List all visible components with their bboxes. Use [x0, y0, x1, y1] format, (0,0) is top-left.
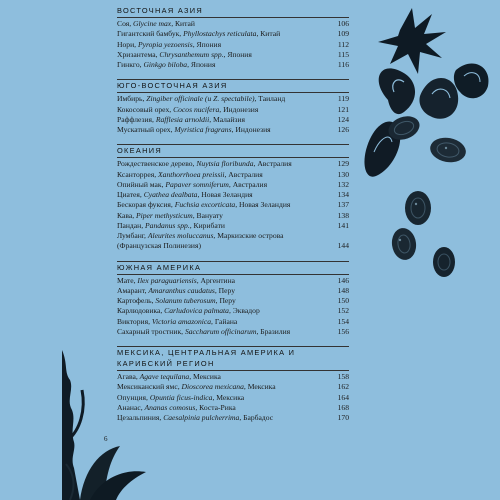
toc-entry: Карлюдовика, Carludovica palmata, Эквадор 152	[117, 306, 349, 316]
toc-entry: Гинкго, Ginkgo biloba, Япония 116	[117, 60, 349, 69]
page-ref: 138	[337, 210, 349, 220]
page-ref: 170	[337, 413, 349, 422]
section-title: ЮЖНАЯ АМЕРИКА	[117, 263, 349, 275]
toc-entry: Гигантский бамбук, Phyllostachys reticulata, Китай 109	[117, 29, 349, 39]
page-ref: 112	[337, 39, 349, 49]
section-title: МЕКСИКА, ЦЕНТРАЛЬНАЯ АМЕРИКА И КАРИБСКИЙ РЕГИОН	[117, 348, 349, 371]
toc-entry: Хризантема, Chrysanthemum spp., Япония 115	[117, 49, 349, 59]
toc-entry: Ананас, Ananas comosus, Коста-Рика 168	[117, 402, 349, 412]
toc-entry: Опийный мак, Papaver somniferum, Австралия 132	[117, 179, 349, 189]
toc-entry: Мускатный орех, Myristica fragrans, Индонезия 126	[117, 125, 349, 134]
divider	[117, 79, 349, 80]
page-ref: 141	[337, 220, 349, 230]
toc-section-southeast-asia	[117, 81, 349, 135]
page-ref: 144	[337, 241, 349, 251]
page-ref: 132	[337, 179, 349, 189]
page-ref: 150	[337, 296, 349, 305]
page-ref: 146	[337, 275, 349, 285]
toc-section-south-america	[117, 263, 349, 338]
page-ref: 119	[337, 94, 349, 104]
toc-entry: Циатея, Cyathea dealbata, Новая Зеландия 134	[117, 190, 349, 199]
toc-entry: Амарант, Amaranthus caudatus, Перу 148	[117, 285, 349, 295]
page-number: 6	[104, 435, 108, 443]
toc-entry: Агава, Agave tequilana, Мексика 158	[117, 372, 349, 381]
page-ref: 126	[337, 125, 349, 134]
table-of-contents	[117, 6, 349, 432]
page-ref: 124	[337, 114, 349, 124]
toc-entry: Сахарный тростник, Saccharum officinarum, Бразилия 156	[117, 326, 349, 336]
toc-entry: Мексиканский ямс, Dioscorea mexicana, Мексика 162	[117, 382, 349, 392]
page-ref: 130	[337, 169, 349, 179]
page-ref: 116	[337, 60, 349, 69]
toc-entry: Имбирь, Zingiber officinale (и Z. spectabile), Таиланд 119	[117, 94, 349, 104]
divider	[117, 144, 349, 145]
page-ref: 115	[337, 49, 349, 59]
toc-entry: Соя, Glycine max, Китай 106	[117, 19, 349, 28]
toc-section-oceania	[117, 146, 349, 251]
toc-entry: Картофель, Solanum tuberosum, Перу 150	[117, 296, 349, 305]
page-ref: 121	[337, 104, 349, 114]
seed-pods-illustration	[360, 0, 500, 300]
toc-section-east-asia	[117, 6, 349, 70]
page-ref: 148	[337, 285, 349, 295]
toc-entry: Раффлезия, Rafflesia arnoldii, Малайзия 124	[117, 114, 349, 124]
page-ref: 109	[337, 29, 349, 39]
divider	[117, 346, 349, 347]
page-ref: 162	[337, 382, 349, 392]
toc-entry: Пандан, Pandanus spp., Кирибати 141	[117, 220, 349, 230]
section-title: ЮГО-ВОСТОЧНАЯ АЗИЯ	[117, 81, 349, 93]
toc-entry: Мате, Ilex paraguariensis, Аргентина 146	[117, 275, 349, 285]
toc-entry: Кокосовый орех, Cocos nucifera, Индонезия 121	[117, 104, 349, 114]
section-title: ВОСТОЧНАЯ АЗИЯ	[117, 6, 349, 18]
toc-entry: Лумбанг, Aleurites moluccanus, Маркизские острова	[117, 231, 284, 240]
page-ref: 106	[337, 19, 349, 28]
page-ref: 137	[337, 200, 349, 210]
page-ref: 156	[337, 326, 349, 336]
page-ref: 164	[337, 392, 349, 402]
divider	[117, 261, 349, 262]
page-ref: 152	[337, 306, 349, 316]
page-ref: 158	[337, 372, 349, 381]
toc-entry: Бескорая фуксия, Fuchsia excorticata, Новая Зеландия 137	[117, 200, 349, 210]
page-ref: 154	[337, 316, 349, 326]
page-ref: 134	[337, 190, 349, 199]
page-ref: 168	[337, 402, 349, 412]
toc-entry: (Французская Полинезия) 144	[117, 241, 349, 251]
toc-entry: Нори, Pyropia yezoensis, Япония 112	[117, 39, 349, 49]
toc-entry: Ксанторрея, Xanthorrhoea preissii, Австралия 130	[117, 169, 349, 179]
toc-entry: Опунция, Opuntia ficus-indica, Мексика 164	[117, 392, 349, 402]
toc-entry: Рождественское дерево, Nuytsia floribunda, Австралия 129	[117, 159, 349, 169]
toc-entry: Виктория, Victoria amazonica, Гайана 154	[117, 316, 349, 326]
page-ref: 129	[337, 159, 349, 169]
toc-section-mexico-central-america	[117, 348, 349, 423]
toc-entry: Кава, Piper methysticum, Вануату 138	[117, 210, 349, 220]
section-title: ОКЕАНИЯ	[117, 146, 349, 158]
toc-entry: Цезальпиния, Caesalpinia pulcherrima, Барбадос 170	[117, 413, 349, 422]
